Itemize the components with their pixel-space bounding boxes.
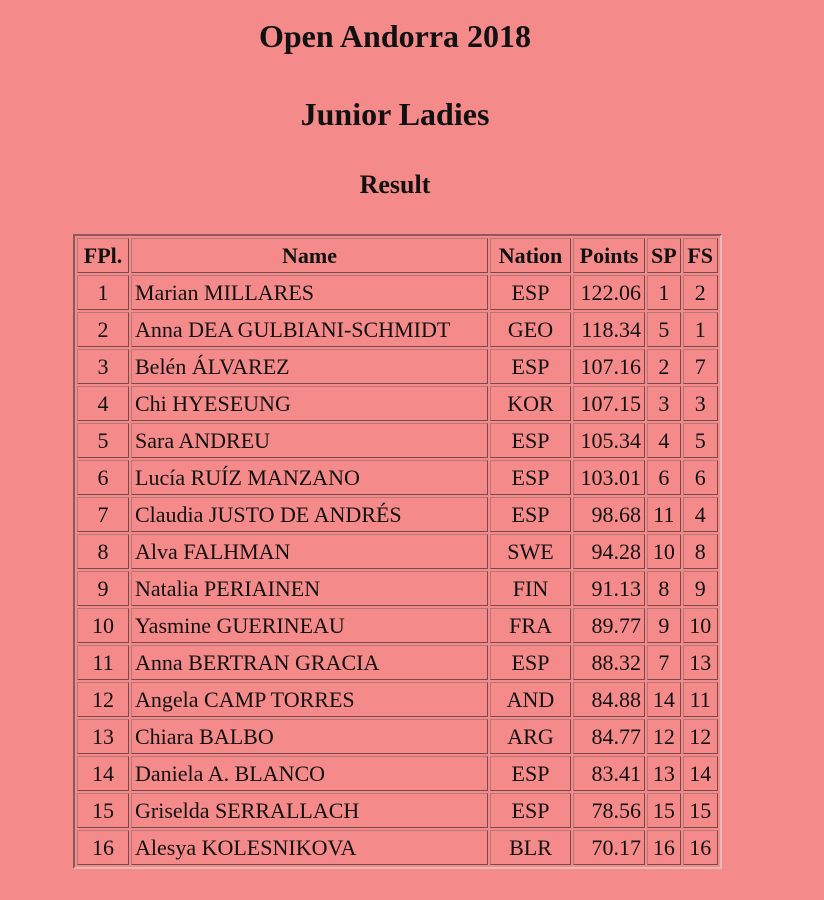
cell-name: Belén ÁLVAREZ [131, 349, 488, 384]
cell-sp-rank: 15 [647, 793, 681, 828]
cell-fs-rank: 16 [683, 830, 718, 865]
cell-placement: 6 [77, 460, 129, 495]
cell-placement: 10 [77, 608, 129, 643]
table-row [77, 830, 718, 865]
table-row [77, 275, 718, 310]
cell-points: 103.01 [573, 460, 645, 495]
header-nation: Nation [490, 238, 571, 273]
table-row [77, 534, 718, 569]
cell-nation: AND [490, 682, 571, 717]
cell-fs-rank: 11 [683, 682, 718, 717]
cell-points: 84.88 [573, 682, 645, 717]
table-row [77, 497, 718, 532]
cell-fs-rank: 5 [683, 423, 718, 458]
cell-name: Natalia PERIAINEN [131, 571, 488, 606]
cell-fs-rank: 14 [683, 756, 718, 791]
cell-points: 70.17 [573, 830, 645, 865]
cell-sp-rank: 5 [647, 312, 681, 347]
cell-sp-rank: 12 [647, 719, 681, 754]
cell-name: Claudia JUSTO DE ANDRÉS [131, 497, 488, 532]
cell-name: Lucía RUÍZ MANZANO [131, 460, 488, 495]
cell-nation: ESP [490, 349, 571, 384]
cell-placement: 9 [77, 571, 129, 606]
cell-points: 88.32 [573, 645, 645, 680]
cell-placement: 11 [77, 645, 129, 680]
cell-name: Anna BERTRAN GRACIA [131, 645, 488, 680]
cell-points: 91.13 [573, 571, 645, 606]
table-row [77, 312, 718, 347]
cell-placement: 2 [77, 312, 129, 347]
table-row [77, 423, 718, 458]
cell-name: Griselda SERRALLACH [131, 793, 488, 828]
cell-sp-rank: 1 [647, 275, 681, 310]
cell-placement: 14 [77, 756, 129, 791]
cell-nation: ESP [490, 275, 571, 310]
cell-points: 98.68 [573, 497, 645, 532]
cell-name: Daniela A. BLANCO [131, 756, 488, 791]
table-row [77, 460, 718, 495]
cell-nation: ESP [490, 423, 571, 458]
cell-fs-rank: 4 [683, 497, 718, 532]
cell-points: 94.28 [573, 534, 645, 569]
header-fpl: FPl. [77, 238, 129, 273]
cell-name: Angela CAMP TORRES [131, 682, 488, 717]
header-name: Name [131, 238, 488, 273]
table-row [77, 793, 718, 828]
cell-fs-rank: 13 [683, 645, 718, 680]
results-table [73, 234, 722, 869]
cell-fs-rank: 1 [683, 312, 718, 347]
cell-nation: GEO [490, 312, 571, 347]
cell-points: 78.56 [573, 793, 645, 828]
table-row [77, 645, 718, 680]
cell-points: 89.77 [573, 608, 645, 643]
table-row [77, 608, 718, 643]
cell-sp-rank: 6 [647, 460, 681, 495]
cell-points: 105.34 [573, 423, 645, 458]
cell-nation: SWE [490, 534, 571, 569]
cell-placement: 5 [77, 423, 129, 458]
cell-nation: ESP [490, 460, 571, 495]
cell-sp-rank: 16 [647, 830, 681, 865]
cell-placement: 7 [77, 497, 129, 532]
cell-fs-rank: 10 [683, 608, 718, 643]
cell-name: Yasmine GUERINEAU [131, 608, 488, 643]
cell-name: Sara ANDREU [131, 423, 488, 458]
cell-sp-rank: 2 [647, 349, 681, 384]
cell-placement: 4 [77, 386, 129, 421]
cell-sp-rank: 14 [647, 682, 681, 717]
cell-nation: KOR [490, 386, 571, 421]
cell-nation: ESP [490, 756, 571, 791]
results-table-body [77, 275, 718, 865]
cell-sp-rank: 11 [647, 497, 681, 532]
cell-nation: ESP [490, 645, 571, 680]
cell-fs-rank: 6 [683, 460, 718, 495]
category-title: Junior Ladies [300, 96, 490, 132]
cell-sp-rank: 3 [647, 386, 681, 421]
table-row [77, 719, 718, 754]
cell-points: 107.15 [573, 386, 645, 421]
event-title: Open Andorra 2018 [258, 18, 532, 54]
cell-points: 83.41 [573, 756, 645, 791]
header-sp: SP [647, 238, 681, 273]
cell-name: Marian MILLARES [131, 275, 488, 310]
cell-name: Alesya KOLESNIKOVA [131, 830, 488, 865]
cell-name: Anna DEA GULBIANI-SCHMIDT [131, 312, 488, 347]
cell-name: Alva FALHMAN [131, 534, 488, 569]
cell-nation: FIN [490, 571, 571, 606]
table-row [77, 571, 718, 606]
cell-nation: FRA [490, 608, 571, 643]
cell-sp-rank: 8 [647, 571, 681, 606]
cell-nation: ARG [490, 719, 571, 754]
cell-points: 84.77 [573, 719, 645, 754]
cell-fs-rank: 15 [683, 793, 718, 828]
cell-fs-rank: 8 [683, 534, 718, 569]
header-row [77, 238, 718, 273]
cell-sp-rank: 9 [647, 608, 681, 643]
cell-sp-rank: 13 [647, 756, 681, 791]
cell-sp-rank: 4 [647, 423, 681, 458]
cell-placement: 15 [77, 793, 129, 828]
cell-placement: 1 [77, 275, 129, 310]
cell-fs-rank: 9 [683, 571, 718, 606]
cell-fs-rank: 2 [683, 275, 718, 310]
cell-name: Chi HYESEUNG [131, 386, 488, 421]
header-fs: FS [683, 238, 718, 273]
cell-nation: ESP [490, 497, 571, 532]
table-row [77, 349, 718, 384]
cell-nation: ESP [490, 793, 571, 828]
cell-points: 122.06 [573, 275, 645, 310]
header-points: Points [573, 238, 645, 273]
cell-nation: BLR [490, 830, 571, 865]
table-row [77, 386, 718, 421]
cell-placement: 13 [77, 719, 129, 754]
cell-points: 118.34 [573, 312, 645, 347]
cell-points: 107.16 [573, 349, 645, 384]
table-row [77, 756, 718, 791]
cell-placement: 3 [77, 349, 129, 384]
cell-fs-rank: 7 [683, 349, 718, 384]
cell-name: Chiara BALBO [131, 719, 488, 754]
cell-placement: 16 [77, 830, 129, 865]
cell-sp-rank: 10 [647, 534, 681, 569]
section-title: Result [359, 170, 431, 199]
cell-fs-rank: 12 [683, 719, 718, 754]
cell-placement: 8 [77, 534, 129, 569]
table-row [77, 682, 718, 717]
cell-fs-rank: 3 [683, 386, 718, 421]
cell-sp-rank: 7 [647, 645, 681, 680]
results-table-header [77, 238, 718, 273]
cell-placement: 12 [77, 682, 129, 717]
